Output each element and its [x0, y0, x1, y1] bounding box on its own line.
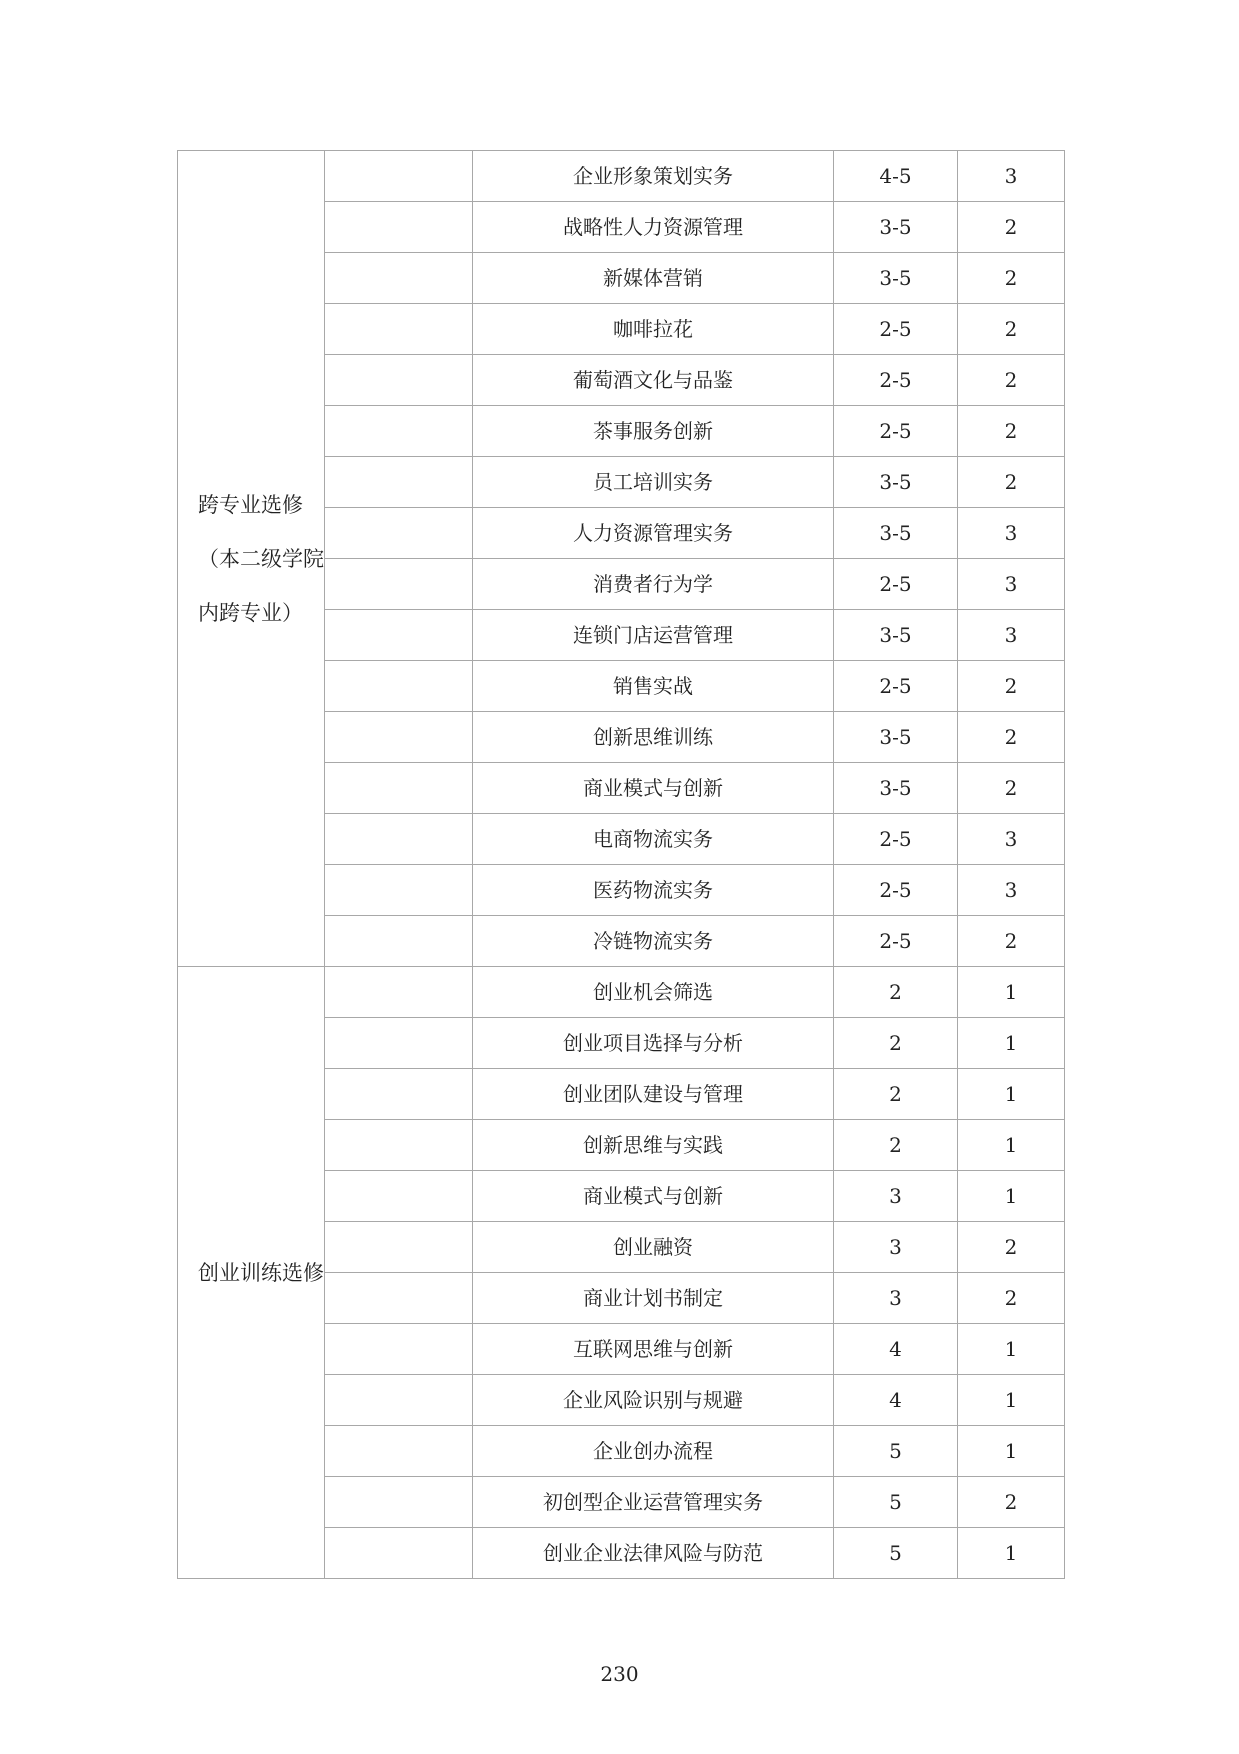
table-row — [178, 151, 1065, 202]
credit-cell: 1 — [958, 1069, 1065, 1120]
credit-cell: 1 — [958, 1426, 1065, 1477]
credit-cell: 1 — [958, 1120, 1065, 1171]
blank-cell — [325, 457, 473, 508]
credit-cell: 3 — [958, 559, 1065, 610]
credit-cell: 2 — [958, 253, 1065, 304]
blank-cell — [325, 304, 473, 355]
blank-cell — [325, 1426, 473, 1477]
credit-cell: 1 — [958, 1324, 1065, 1375]
semester-cell: 3-5 — [834, 610, 958, 661]
credit-cell: 2 — [958, 355, 1065, 406]
credit-cell: 2 — [958, 916, 1065, 967]
course-name-cell: 创业团队建设与管理 — [473, 1069, 834, 1120]
credit-cell: 3 — [958, 814, 1065, 865]
credit-cell: 2 — [958, 712, 1065, 763]
course-name-cell: 连锁门店运营管理 — [473, 610, 834, 661]
blank-cell — [325, 1273, 473, 1324]
course-name-cell: 消费者行为学 — [473, 559, 834, 610]
semester-cell: 2-5 — [834, 865, 958, 916]
blank-cell — [325, 1222, 473, 1273]
semester-cell: 3-5 — [834, 712, 958, 763]
course-name-cell: 战略性人力资源管理 — [473, 202, 834, 253]
blank-cell — [325, 1018, 473, 1069]
semester-cell: 3-5 — [834, 508, 958, 559]
semester-cell: 2-5 — [834, 406, 958, 457]
blank-cell — [325, 916, 473, 967]
blank-cell — [325, 610, 473, 661]
course-name-cell: 商业模式与创新 — [473, 763, 834, 814]
semester-cell: 2-5 — [834, 559, 958, 610]
credit-cell: 2 — [958, 304, 1065, 355]
semester-cell: 2 — [834, 1069, 958, 1120]
semester-cell: 3-5 — [834, 253, 958, 304]
credit-cell: 2 — [958, 1477, 1065, 1528]
credit-cell: 1 — [958, 1528, 1065, 1579]
semester-cell: 5 — [834, 1477, 958, 1528]
category-label-line: （本二级学院 — [198, 546, 324, 571]
semester-cell: 4-5 — [834, 151, 958, 202]
blank-cell — [325, 1069, 473, 1120]
credit-cell: 2 — [958, 202, 1065, 253]
course-name-cell: 商业计划书制定 — [473, 1273, 834, 1324]
blank-cell — [325, 967, 473, 1018]
table-row — [178, 967, 1065, 1018]
category-cell — [178, 967, 325, 1579]
semester-cell: 2 — [834, 967, 958, 1018]
blank-cell — [325, 1375, 473, 1426]
credit-cell: 1 — [958, 967, 1065, 1018]
course-name-cell: 创业项目选择与分析 — [473, 1018, 834, 1069]
course-name-cell: 茶事服务创新 — [473, 406, 834, 457]
blank-cell — [325, 1477, 473, 1528]
course-name-cell: 电商物流实务 — [473, 814, 834, 865]
course-name-cell: 企业创办流程 — [473, 1426, 834, 1477]
semester-cell: 2-5 — [834, 661, 958, 712]
credit-cell: 1 — [958, 1018, 1065, 1069]
semester-cell: 4 — [834, 1324, 958, 1375]
blank-cell — [325, 202, 473, 253]
semester-cell: 3-5 — [834, 763, 958, 814]
course-name-cell: 企业风险识别与规避 — [473, 1375, 834, 1426]
blank-cell — [325, 865, 473, 916]
course-name-cell: 创业机会筛选 — [473, 967, 834, 1018]
course-name-cell: 互联网思维与创新 — [473, 1324, 834, 1375]
blank-cell — [325, 1171, 473, 1222]
credit-cell: 2 — [958, 457, 1065, 508]
course-name-cell: 初创型企业运营管理实务 — [473, 1477, 834, 1528]
semester-cell: 2-5 — [834, 304, 958, 355]
semester-cell: 3-5 — [834, 202, 958, 253]
blank-cell — [325, 661, 473, 712]
course-table — [177, 150, 1065, 1579]
course-name-cell: 商业模式与创新 — [473, 1171, 834, 1222]
semester-cell: 5 — [834, 1528, 958, 1579]
course-name-cell: 员工培训实务 — [473, 457, 834, 508]
category-label-line: 内跨专业） — [198, 600, 303, 625]
course-name-cell: 创新思维训练 — [473, 712, 834, 763]
blank-cell — [325, 763, 473, 814]
credit-cell: 2 — [958, 763, 1065, 814]
blank-cell — [325, 1120, 473, 1171]
course-name-cell: 新媒体营销 — [473, 253, 834, 304]
course-name-cell: 咖啡拉花 — [473, 304, 834, 355]
category-label-line: 跨专业选修 — [198, 492, 303, 517]
course-name-cell: 葡萄酒文化与品鉴 — [473, 355, 834, 406]
semester-cell: 2-5 — [834, 814, 958, 865]
credit-cell: 3 — [958, 865, 1065, 916]
credit-cell: 2 — [958, 661, 1065, 712]
course-name-cell: 创业企业法律风险与防范 — [473, 1528, 834, 1579]
semester-cell: 4 — [834, 1375, 958, 1426]
semester-cell: 2-5 — [834, 916, 958, 967]
semester-cell: 5 — [834, 1426, 958, 1477]
credit-cell: 2 — [958, 1222, 1065, 1273]
credit-cell: 3 — [958, 610, 1065, 661]
semester-cell: 2 — [834, 1120, 958, 1171]
category-label-line: 创业训练选修 — [198, 1260, 324, 1285]
blank-cell — [325, 1324, 473, 1375]
semester-cell: 3 — [834, 1171, 958, 1222]
blank-cell — [325, 559, 473, 610]
credit-cell: 2 — [958, 1273, 1065, 1324]
blank-cell — [325, 355, 473, 406]
blank-cell — [325, 406, 473, 457]
course-name-cell: 医药物流实务 — [473, 865, 834, 916]
semester-cell: 3 — [834, 1222, 958, 1273]
course-name-cell: 人力资源管理实务 — [473, 508, 834, 559]
course-name-cell: 销售实战 — [473, 661, 834, 712]
course-name-cell: 冷链物流实务 — [473, 916, 834, 967]
semester-cell: 3 — [834, 1273, 958, 1324]
credit-cell: 2 — [958, 406, 1065, 457]
course-name-cell: 企业形象策划实务 — [473, 151, 834, 202]
blank-cell — [325, 712, 473, 763]
blank-cell — [325, 253, 473, 304]
page-number: 230 — [600, 1662, 639, 1686]
credit-cell: 3 — [958, 508, 1065, 559]
course-name-cell: 创业融资 — [473, 1222, 834, 1273]
credit-cell: 1 — [958, 1171, 1065, 1222]
semester-cell: 2-5 — [834, 355, 958, 406]
semester-cell: 3-5 — [834, 457, 958, 508]
blank-cell — [325, 151, 473, 202]
blank-cell — [325, 1528, 473, 1579]
semester-cell: 2 — [834, 1018, 958, 1069]
category-cell — [178, 151, 325, 967]
credit-cell: 3 — [958, 151, 1065, 202]
blank-cell — [325, 814, 473, 865]
credit-cell: 1 — [958, 1375, 1065, 1426]
blank-cell — [325, 508, 473, 559]
course-name-cell: 创新思维与实践 — [473, 1120, 834, 1171]
